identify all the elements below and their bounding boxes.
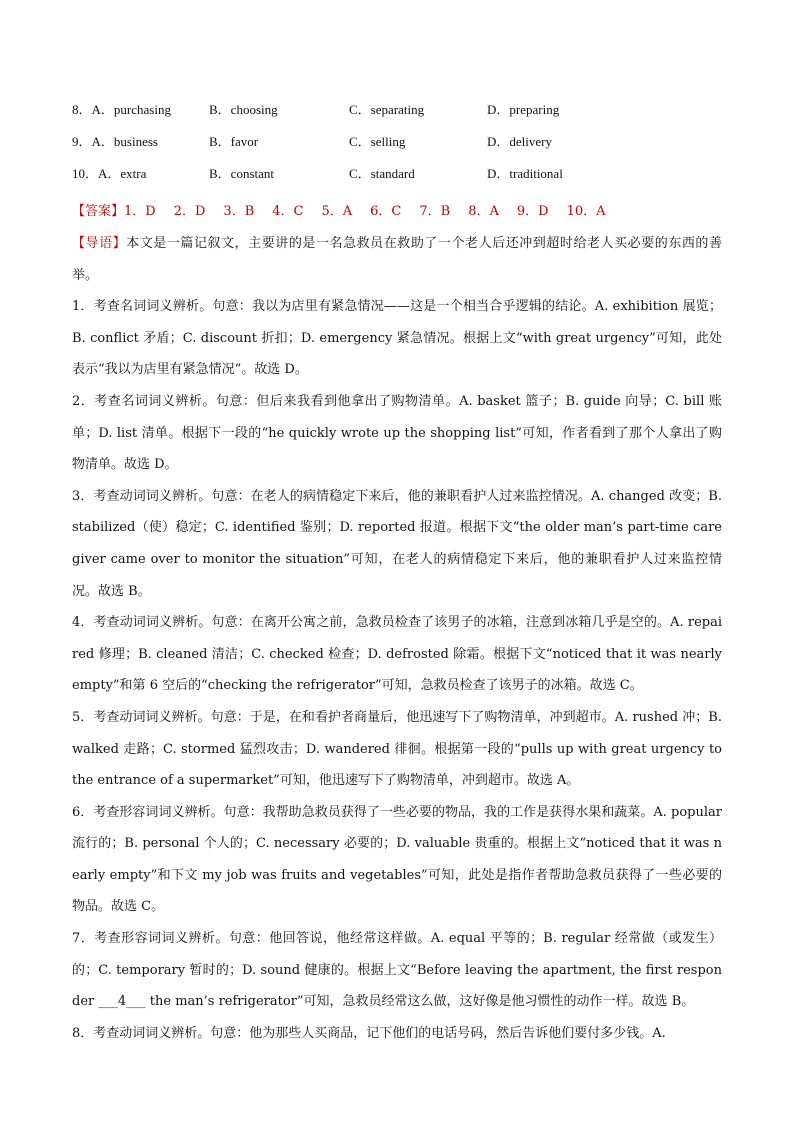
explanation-5: 5．考查动词词义辨析。句意：于是，在和看护者商量后，他迅速写下了购物清单，冲到超市。A. rushed 冲；B. walked 走路；C. stormed 猛烈攻击；D. wandered 徘徊。根据第一段的“pulls up with great urgency to the entrance of a supermarket”可知，他迅速写下了购物清单，冲到超市。故选 A。 <box>72 709 722 789</box>
explanation-6: 6．考查形容词词义辨析。句意：我帮助急救员获得了一些必要的物品，我的工作是获得水果和蔬菜。A. popular 流行的；B. personal 个人的；C. necessary 必要的；D. valuable 贵重的。根据上文“noticed that it was nearly empty”和下文 my job was fruits and vegetables”可知，此处是指作者帮助急救员获得了一些必要的物品。故选 C。 <box>72 804 722 915</box>
option-c: C．standard <box>349 166 415 181</box>
option-a: 8．A．purchasing <box>72 102 171 117</box>
option-b: B．favor <box>209 134 259 149</box>
option-a: 10．A．extra <box>72 166 147 181</box>
answer-item: 9．D <box>516 204 549 219</box>
option-b: B．constant <box>209 166 274 181</box>
option-a: 9．A．business <box>72 134 158 149</box>
explanation-8: 8．考查动词词义辨析。句意：他为那些人买商品，记下他们的电话号码，然后告诉他们要付多少钱。A. <box>72 1025 666 1041</box>
option-d: D．delivery <box>487 134 552 149</box>
guide-paragraph <box>72 228 722 291</box>
option-b: B．choosing <box>209 102 278 117</box>
answer-item: 10．A <box>566 204 606 219</box>
answer-item: 8．A <box>468 204 499 219</box>
answer-item: 3．B <box>223 204 255 219</box>
option-c: C．selling <box>349 134 406 149</box>
option-row-8 <box>72 100 722 132</box>
explanation-1: 1．考查名词词义辨析。句意：我以为店里有紧急情况——这是一个相当合乎逻辑的结论。A. exhibition 展览；B. conflict 矛盾；C. discount 折扣；D. emergency 紧急情况。根据上文“with great urgency”可知，此处表示“我以为店里有紧急情况”。故选 D。 <box>72 299 722 378</box>
option-d: D．preparing <box>487 102 560 117</box>
guide-label: 【导语】 <box>72 236 127 251</box>
answer-label: 【答案】 <box>72 204 125 219</box>
explanation-7: 7．考查形容词词义辨析。句意：他回答说，他经常这样做。A. equal 平等的；B. regular 经常做（或发生）的；C. temporary 暂时的；D. sound 健康的。根据上文“Before leaving the apartment, the first responder ___4___ the man’s refrigerator”可知，急救员经常这么做，这好像是他习惯性的动作一样。故选 B。 <box>72 931 722 1010</box>
answer-item: 7．B <box>419 204 451 219</box>
answer-key <box>72 196 722 228</box>
explanation-3: 3．考查动词词义辨析。句意：在老人的病情稳定下来后，他的兼职看护人过来监控情况。A. changed 改变；B. stabilized（使）稳定；C. identified 鉴别；D. reported 报道。根据下文“the older man’s part-time caregiver came over to monitor the situation”可知，在老人的病情稳定下来后，他的兼职看护人过来监控情况。故选 B。 <box>72 488 722 599</box>
option-row-10 <box>72 164 722 196</box>
answer-item: 5．A <box>321 204 353 219</box>
answer-item: 2．D <box>173 204 206 219</box>
explanation-2: 2．考查名词词义辨析。句意：但后来我看到他拿出了购物清单。A. basket 篮子；B. guide 向导；C. bill 账单；D. list 清单。根据下一段的“he quickly wrote up the shopping list”可知，作者看到了那个人拿出了购物清单。故选 D。 <box>72 393 722 473</box>
option-row-9 <box>72 132 722 164</box>
answer-item: 1．D <box>124 204 156 219</box>
answer-item: 4．C <box>272 204 304 219</box>
document-page <box>72 100 722 1049</box>
explanation-4: 4．考查动词词义辨析。句意：在离开公寓之前，急救员检查了该男子的冰箱，注意到冰箱几乎是空的。A. repaired 修理；B. cleaned 清洁；C. checked 检查；D. defrosted 除霜。根据下文“noticed that it was nearly empty”和第 6 空后的“checking the refrigerator”可知，急救员检查了该男子的冰箱。故选 C。 <box>72 615 722 694</box>
option-c: C．separating <box>349 102 425 117</box>
guide-text: 本文是一篇记叙文，主要讲的是一名急救员在救助了一个老人后还冲到超时给老人买必要的东西的善举。 <box>72 236 722 283</box>
option-d: D．traditional <box>487 166 563 181</box>
answer-item: 6．C <box>370 204 402 219</box>
